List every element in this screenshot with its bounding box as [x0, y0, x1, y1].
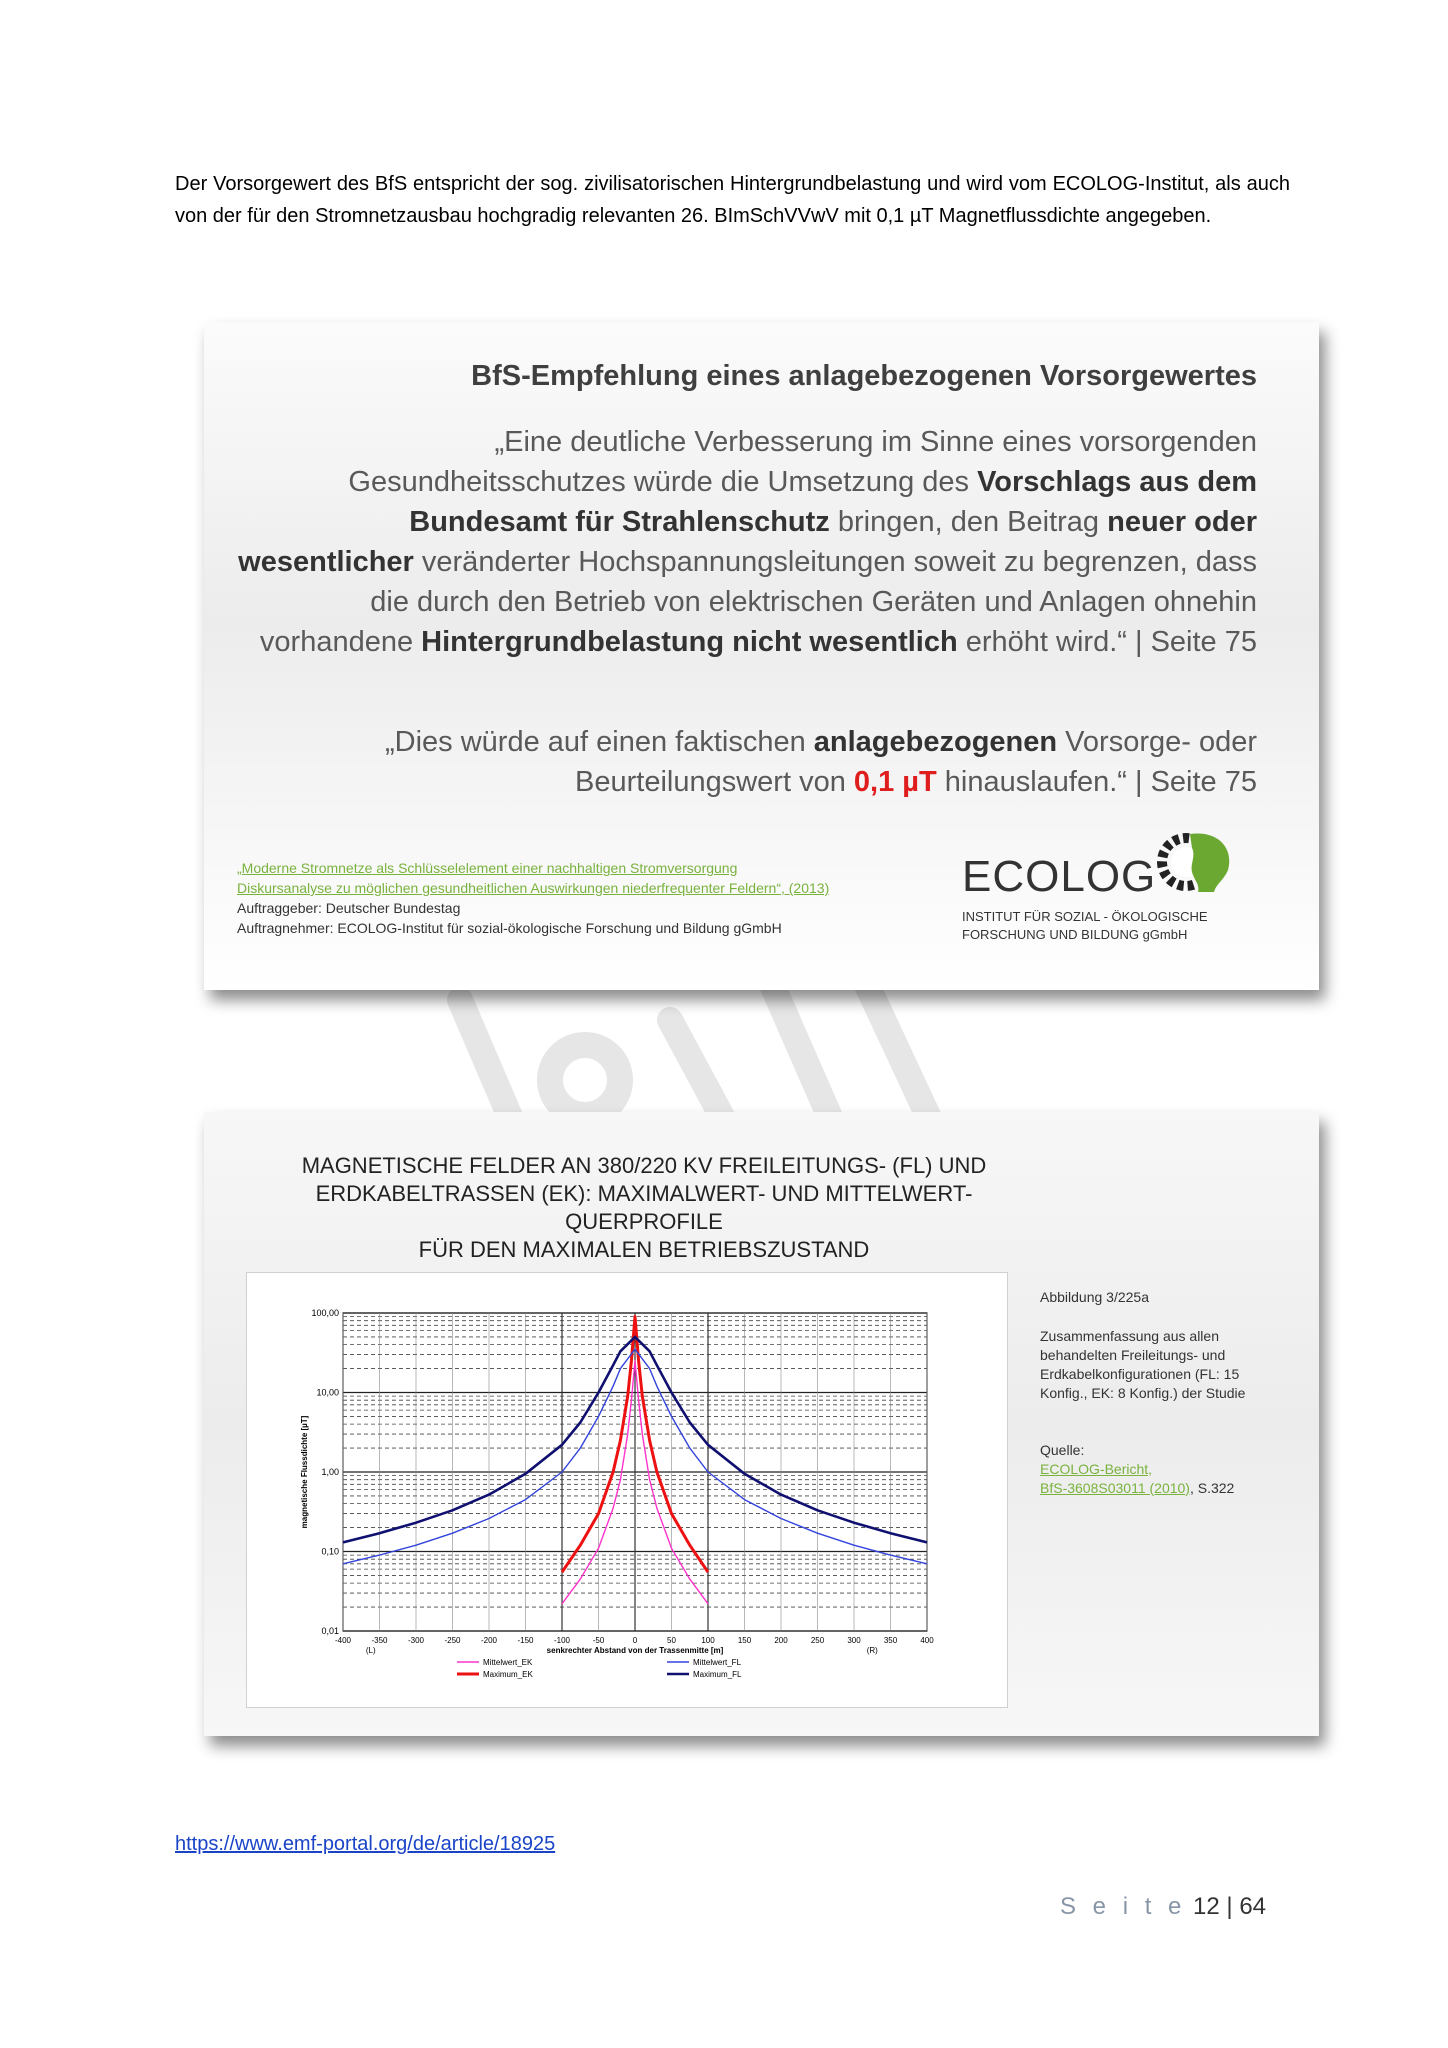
- auftraggeber: Auftraggeber: Deutscher Bundestag: [237, 900, 461, 916]
- figure-caption: [1040, 1288, 1290, 1498]
- quelle-link1[interactable]: ECOLOG-Bericht,: [1040, 1461, 1153, 1477]
- x-tick-label: 50: [667, 1636, 676, 1645]
- x-tick-label: 150: [737, 1636, 752, 1645]
- y-tick-label: 0,01: [321, 1626, 339, 1636]
- x-tick-label: -100: [553, 1636, 571, 1645]
- y-axis-label: magnetische Flussdichte [µT]: [300, 1415, 309, 1529]
- x-tick-label: 350: [883, 1636, 898, 1645]
- legend-label: Maximum_EK: [483, 1670, 533, 1679]
- x-tick-label: 0: [632, 1636, 638, 1645]
- legend-label: Mittelwert_EK: [483, 1658, 533, 1667]
- ecolog-logo: [952, 822, 1282, 952]
- legend-label: Mittelwert_FL: [693, 1658, 742, 1667]
- x-side-label-right: (R): [866, 1646, 878, 1655]
- slide1-source: [237, 858, 829, 938]
- x-tick-label: 250: [810, 1636, 825, 1645]
- x-tick-label: 200: [774, 1636, 788, 1645]
- page-count: 12 | 64: [1193, 1893, 1267, 1920]
- page-number: [1060, 1893, 1266, 1921]
- x-tick-label: -250: [444, 1636, 461, 1645]
- quelle-label: Quelle:: [1040, 1442, 1085, 1458]
- chart-panel: [246, 1272, 1008, 1708]
- source-link-line2[interactable]: Diskursanalyse zu möglichen gesundheitlichen Auswirkungen niederfrequenter Feldern“, (2013): [237, 880, 830, 896]
- x-tick-label: -400: [334, 1636, 352, 1645]
- x-tick-label: -50: [592, 1636, 605, 1645]
- quelle-link2[interactable]: BfS-3608S03011 (2010): [1040, 1480, 1190, 1496]
- quote-1: „Eine deutliche Verbesserung im Sinne eines vorsorgenden Gesundheitsschutzes würde die Umsetzung des Vorschlags aus dem Bundesamt für Strahlenschutz bringen, den Beitrag neuer oder wesentlicher veränderter Hochspannungsleitungen soweit zu begrenzen, dass die durch den Betrieb von elektrischen Geräten und Anlagen ohnehin vorhandene Hintergrundbelastung nicht wesentlich erhöht wird.“ | Seite 75: [238, 426, 1257, 658]
- emf-portal-link[interactable]: https://www.emf-portal.org/de/article/18925: [175, 1833, 556, 1855]
- flux-density-chart: [247, 1273, 1007, 1707]
- slide-magnetic-fields: [204, 1112, 1319, 1736]
- x-tick-label: -300: [407, 1636, 425, 1645]
- x-tick-label: 400: [920, 1636, 934, 1645]
- x-tick-label: 300: [847, 1636, 861, 1645]
- auftragnehmer: Auftragnehmer: ECOLOG-Institut für sozial-ökologische Forschung und Bildung gGmbH: [237, 920, 782, 936]
- slide-bfs-recommendation: [204, 322, 1319, 990]
- x-tick-label: -350: [371, 1636, 388, 1645]
- y-tick-label: 10,00: [316, 1387, 339, 1398]
- legend-label: Maximum_FL: [693, 1670, 742, 1679]
- page-label: S e i t e: [1060, 1893, 1187, 1920]
- x-tick-label: 100: [701, 1636, 715, 1645]
- gear-head-icon: [1152, 826, 1236, 902]
- quote-2: „Dies würde auf einen faktischen anlagebezogenen Vorsorge- oder Beurteilungswert von 0,1 µT hinauslaufen.“ | Seite 75: [384, 726, 1257, 798]
- x-tick-label: -150: [517, 1636, 534, 1645]
- slide2-title: MAGNETISCHE FELDER AN 380/220 KV FREILEITUNGS- (FL) UND ERDKABELTRASSEN (EK): MAXIMALWERT- UND MITTELWERT-QUERPROFILE FÜR DEN MAXIMALEN BETRIEBSZUSTAND: [301, 1153, 987, 1262]
- logo-subtitle: INSTITUT FÜR SOZIAL - ÖKOLOGISCHE FORSCHUNG UND BILDUNG gGmbH: [962, 909, 1208, 942]
- figure-number: Abbildung 3/225a: [1040, 1289, 1149, 1305]
- source-link-line1[interactable]: „Moderne Stromnetze als Schlüsselelement einer nachhaltigen Stromversorgung: [237, 860, 738, 876]
- x-side-label-left: (L): [365, 1646, 376, 1655]
- logo-wordmark: ECOLOG: [962, 852, 1157, 901]
- intro-paragraph: Der Vorsorgewert des BfS entspricht der sog. zivilisatorischen Hintergrundbelastung und wird vom ECOLOG-Institut, als auch von der für den Stromnetzausbau hochgradig relevanten 26. BImSchVVwV mit 0,1 µT Magnetflussdichte angegeben.: [175, 173, 1290, 227]
- figure-description: Zusammenfassung aus allen behandelten Freileitungs- und Erdkabelkonfigurationen (FL: 15 Konfig., EK: 8 Konfig.) der Studie: [1040, 1328, 1246, 1401]
- quelle-page: , S.322: [1189, 1480, 1235, 1496]
- x-axis-label: senkrechter Abstand von der Trassenmitte [m]: [546, 1646, 724, 1655]
- slide1-title: BfS-Empfehlung eines anlagebezogenen Vorsorgewertes: [471, 360, 1257, 392]
- y-tick-label: 1,00: [321, 1467, 339, 1477]
- y-tick-label: 100,00: [311, 1308, 339, 1318]
- y-tick-label: 0,10: [321, 1546, 339, 1557]
- x-tick-label: -200: [480, 1636, 498, 1645]
